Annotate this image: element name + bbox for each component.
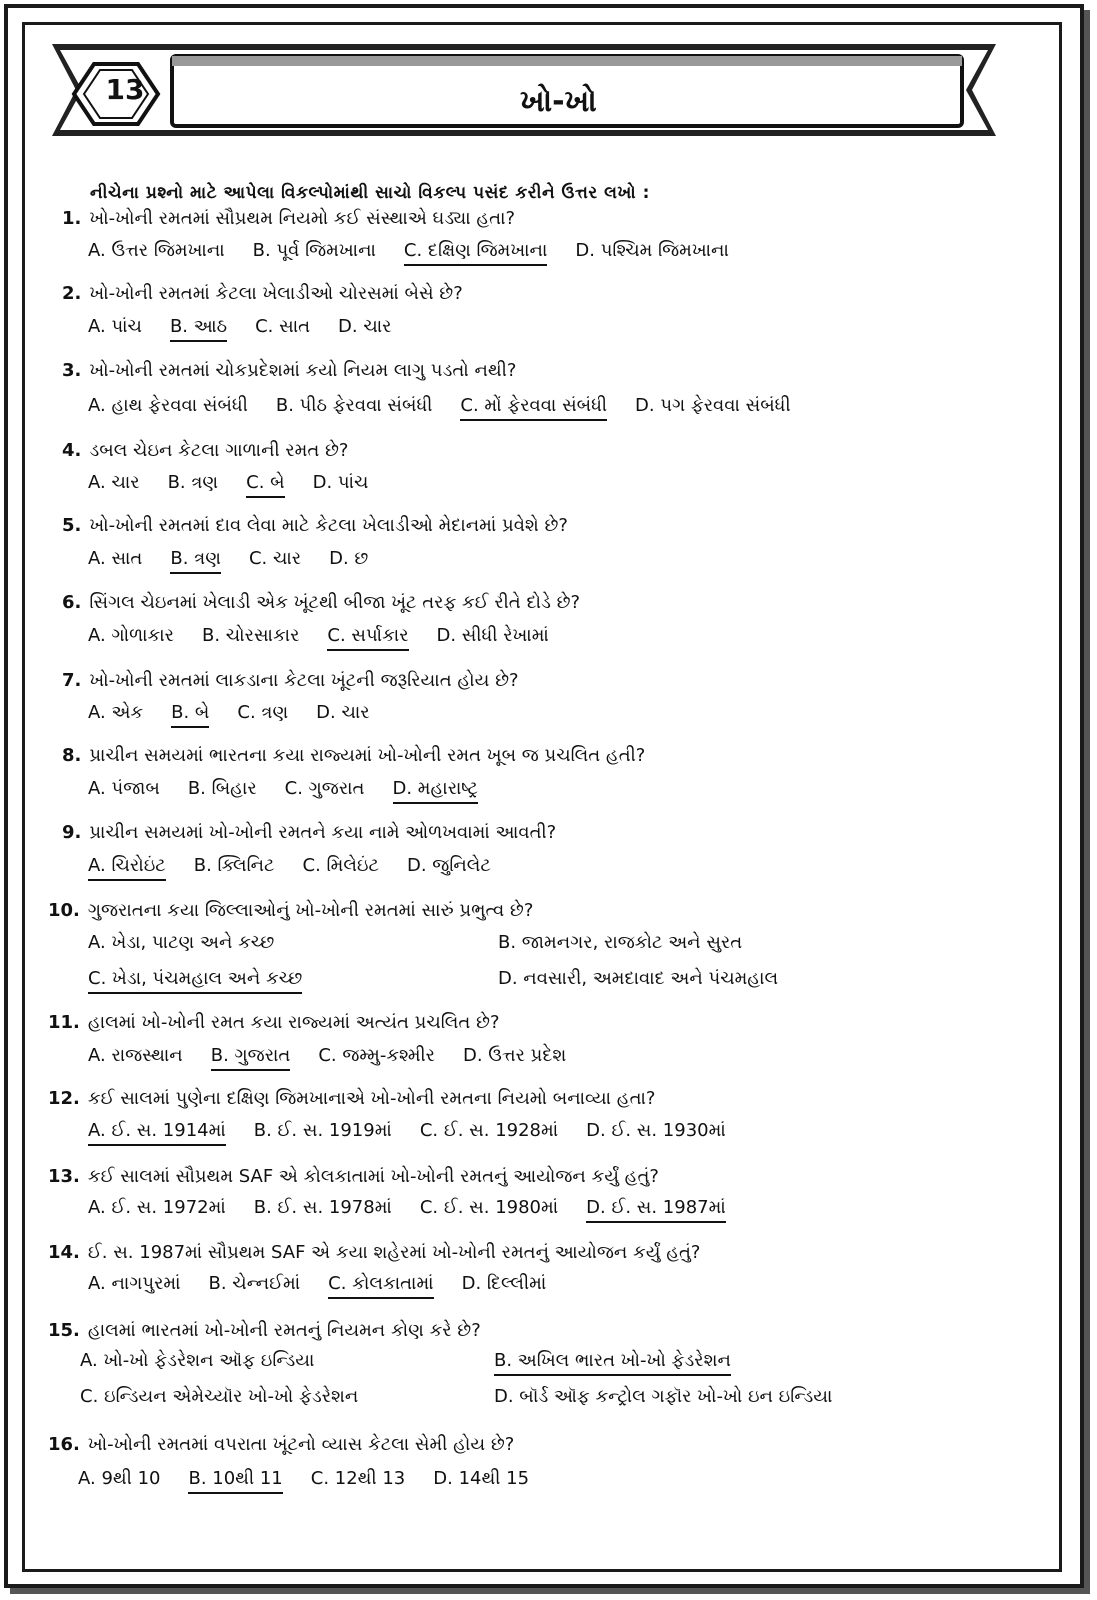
- options-row: [88, 702, 398, 728]
- answer-option: A. એક: [88, 702, 144, 723]
- answer-option: A. નાગપુરમાં: [88, 1273, 181, 1294]
- answer-option: B. ઈ. સ. 1978માં: [253, 1197, 392, 1218]
- question-number: 11.: [48, 1012, 80, 1033]
- answer-option: A. ગોળાકાર: [88, 625, 174, 646]
- answer-option: A. ઈ. સ. 1972માં: [88, 1197, 226, 1218]
- answer-option-correct: C. ખેડા, પંચમહાલ અને કચ્છ: [88, 968, 302, 994]
- question-text: ઈ. સ. 1987માં સૌપ્રથમ SAF એ કયા શહેરમાં ખો-ખોની રમતનું આયોજન કર્યું હતું?: [87, 1242, 701, 1263]
- answer-option: B. ઈ. સ. 1919માં: [253, 1120, 392, 1141]
- answer-option: C. જમ્મુ-કશ્મીર: [318, 1045, 435, 1066]
- question-text: ખો-ખોની રમતમાં સૌપ્રથમ નિયમો કઈ સંસ્થાએ ઘડ્યા હતા?: [89, 208, 516, 229]
- answer-option: D. બૉર્ડ ઑફ કન્ટ્રોલ ગફૉર ખો-ખો ઇન ઇન્ડિયા: [494, 1386, 833, 1407]
- answer-option: C. ઇન્ડિયન એમેચ્યૉર ખો-ખો ફેડરેશન: [80, 1386, 359, 1407]
- question-text: પ્રાચીન સમયમાં ખો-ખોની રમતને કયા નામે ઓળખવામાં આવતી?: [89, 822, 557, 843]
- options-row: [88, 548, 396, 574]
- question-number: 5.: [62, 515, 82, 536]
- answer-option: A. 9થી 10: [78, 1468, 161, 1489]
- answer-option: D. ચાર: [316, 702, 370, 723]
- question-line: [62, 670, 519, 691]
- answer-option-correct: C. બે: [246, 472, 284, 498]
- answer-option: C. સાત: [255, 316, 311, 337]
- question-number: 9.: [62, 822, 82, 843]
- options-row: [88, 855, 519, 881]
- question-line: [62, 515, 568, 536]
- answer-option: D. ચાર: [338, 316, 392, 337]
- answer-option-correct: C. દક્ષિણ જિમખાના: [404, 240, 547, 266]
- answer-option-correct: D. ઈ. સ. 1987માં: [586, 1197, 726, 1223]
- answer-option-correct: D. મહારાષ્ટ્ર: [393, 778, 479, 804]
- answer-option: A. રાજસ્થાન: [88, 1045, 183, 1066]
- question-number: 2.: [62, 283, 82, 304]
- answer-option-correct: C. સર્પાકાર: [327, 625, 408, 651]
- question-number: 7.: [62, 670, 82, 691]
- question-line: [48, 1166, 659, 1187]
- answer-option: D. ઉત્તર પ્રદેશ: [462, 1045, 567, 1066]
- answer-option-correct: B. અખિલ ભારત ખો-ખો ફેડરેશન: [494, 1350, 731, 1376]
- options-row: [88, 1120, 754, 1146]
- answer-option-correct: C. મોં ફેરવવા સંબંધી: [460, 395, 607, 421]
- question-line: [62, 360, 516, 381]
- answer-option: B. ત્રણ: [167, 472, 219, 493]
- answer-option: C. 12થી 13: [310, 1468, 406, 1489]
- answer-option: B. પીઠ ફેરવવા સંબંધી: [275, 395, 433, 416]
- answer-option-correct: A. ચિરોઇંટ: [88, 855, 166, 881]
- answer-option: C. ચાર: [248, 548, 302, 569]
- question-text: સિંગલ ચેઇનમાં ખેલાડી એક ખૂંટથી બીજા ખૂંટ તરફ કઈ રીતે દોડે છે?: [89, 592, 581, 613]
- question-number: 4.: [62, 440, 82, 461]
- answer-option: D. જુનિલેટ: [406, 855, 491, 876]
- question-number: 3.: [62, 360, 82, 381]
- answer-option-correct: C. કોલકાતામાં: [328, 1273, 433, 1299]
- options-row: [88, 1197, 754, 1223]
- answer-option: A. પાંચ: [88, 316, 142, 337]
- answer-option: C. ગુજરાત: [284, 778, 365, 799]
- answer-option: A. ખો-ખો ફેડરેશન ઑફ ઇન્ડિયા: [80, 1350, 315, 1371]
- question-text: કઈ સાલમાં પુણેના દક્ષિણ જિમખાનાએ ખો-ખોની રમતના નિયમો બનાવ્યા હતા?: [87, 1088, 656, 1109]
- question-number: 6.: [62, 592, 82, 613]
- answer-option: D. દિલ્લીમાં: [461, 1273, 547, 1294]
- options-row: [78, 1468, 557, 1494]
- answer-option: A. પંજાબ: [88, 778, 160, 799]
- answer-option: A. ખેડા, પાટણ અને કચ્છ: [88, 932, 275, 953]
- answer-option: A. ચાર: [88, 472, 140, 493]
- options-row: [88, 625, 577, 651]
- answer-option: D. પાંચ: [312, 472, 369, 493]
- answer-option: C. ત્રણ: [237, 702, 289, 723]
- chapter-title: ખો-ખો: [520, 84, 597, 119]
- answer-option: B. પૂર્વ જિમખાના: [252, 240, 376, 261]
- question-line: [48, 1088, 656, 1109]
- question-text: કઈ સાલમાં સૌપ્રથમ SAF એ કોલકાતામાં ખો-ખોની રમતનું આયોજન કર્યું હતું?: [87, 1166, 659, 1187]
- question-line: [62, 283, 463, 304]
- question-line: [48, 1242, 701, 1263]
- answer-option: C. ઈ. સ. 1928માં: [419, 1120, 559, 1141]
- question-text: ખો-ખોની રમતમાં ચોકપ્રદેશમાં કયો નિયમ લાગુ પડતો નથી?: [89, 360, 517, 381]
- question-number: 12.: [48, 1088, 80, 1109]
- options-row: [88, 395, 819, 421]
- answer-option: D. ઈ. સ. 1930માં: [586, 1120, 726, 1141]
- question-number: 16.: [48, 1434, 80, 1455]
- answer-option: B. બિહાર: [187, 778, 257, 799]
- options-row: [88, 240, 757, 266]
- question-text: પ્રાચીન સમયમાં ભારતના કયા રાજ્યમાં ખો-ખોની રમત ખૂબ જ પ્રચલિત હતી?: [89, 745, 646, 766]
- question-text: ખો-ખોની રમતમાં કેટલા ખેલાડીઓ ચોરસમાં બેસે છે?: [89, 283, 463, 304]
- chapter-number: 13: [105, 72, 145, 106]
- question-text: હાલમાં ભારતમાં ખો-ખોની રમતનું નિયમન કોણ કરે છે?: [87, 1320, 481, 1341]
- answer-option-correct: B. બે: [171, 702, 209, 728]
- answer-option: D. સીધી રેખામાં: [436, 625, 549, 646]
- question-line: [48, 1012, 500, 1033]
- answer-option: B. ચેન્નઈમાં: [208, 1273, 301, 1294]
- question-text: ખો-ખોની રમતમાં વપરાતા ખૂંટનો વ્યાસ કેટલા સેમી હોય છે?: [87, 1434, 515, 1455]
- question-line: [62, 592, 580, 613]
- question-line: [62, 745, 645, 766]
- question-number: 1.: [62, 208, 82, 229]
- question-line: [62, 440, 349, 461]
- answer-option: A. હાથ ફેરવવા સંબંધી: [88, 395, 248, 416]
- options-row: [88, 472, 396, 498]
- answer-option: B. ક્લિનિટ: [193, 855, 275, 876]
- answer-option: D. નવસારી, અમદાવાદ અને પંચમહાલ: [498, 968, 779, 989]
- answer-option: B. ચોરસાકાર: [201, 625, 300, 646]
- question-number: 10.: [48, 900, 80, 921]
- options-row: [88, 778, 506, 804]
- question-number: 15.: [48, 1320, 80, 1341]
- question-number: 8.: [62, 745, 82, 766]
- question-text: ડબલ ચેઇન કેટલા ગાળાની રમત છે?: [89, 440, 349, 461]
- question-line: [48, 1434, 514, 1455]
- question-number: 14.: [48, 1242, 80, 1263]
- answer-option: B. જામનગર, રાજકોટ અને સુરત: [498, 932, 743, 953]
- answer-option: C. મિલેઇંટ: [302, 855, 379, 876]
- answer-option-correct: B. ગુજરાત: [211, 1045, 291, 1071]
- answer-option: D. પગ ફેરવવા સંબંધી: [635, 395, 791, 416]
- question-line: [48, 1320, 481, 1341]
- answer-option: D. પશ્ચિમ જિમખાના: [575, 240, 729, 261]
- question-line: [48, 900, 533, 921]
- answer-option-correct: B. આઠ: [170, 316, 227, 342]
- answer-option: A. સાત: [88, 548, 143, 569]
- answer-option-correct: B. ત્રણ: [170, 548, 221, 574]
- answer-option-correct: B. 10થી 11: [188, 1468, 282, 1494]
- answer-option: D. છ: [329, 548, 369, 569]
- options-row: [88, 1045, 594, 1071]
- instruction-text: નીચેના પ્રશ્નો માટે આપેલા વિકલ્પોમાંથી સાચો વિકલ્પ પસંદ કરીને ઉત્તર લખો :: [90, 183, 650, 203]
- answer-option: C. ઈ. સ. 1980માં: [419, 1197, 559, 1218]
- question-text: હાલમાં ખો-ખોની રમત કયા રાજ્યમાં અત્યંત પ્રચલિત છે?: [87, 1012, 500, 1033]
- answer-option: D. 14થી 15: [433, 1468, 530, 1489]
- question-text: ખો-ખોની રમતમાં દાવ લેવા માટે કેટલા ખેલાડીઓ મેદાનમાં પ્રવેશે છે?: [89, 515, 568, 536]
- question-line: [62, 822, 556, 843]
- question-line: [62, 208, 515, 229]
- question-text: ગુજરાતના કયા જિલ્લાઓનું ખો-ખોની રમતમાં સારું પ્રભુત્વ છે?: [87, 900, 534, 921]
- options-row: [88, 316, 419, 342]
- question-text: ખો-ખોની રમતમાં લાકડાના કેટલા ખૂંટની જરૂરિયાત હોય છે?: [89, 670, 519, 691]
- options-row: [88, 1273, 574, 1299]
- question-number: 13.: [48, 1166, 80, 1187]
- answer-option-correct: A. ઈ. સ. 1914માં: [88, 1120, 226, 1146]
- answer-option: A. ઉત્તર જિમખાના: [88, 240, 225, 261]
